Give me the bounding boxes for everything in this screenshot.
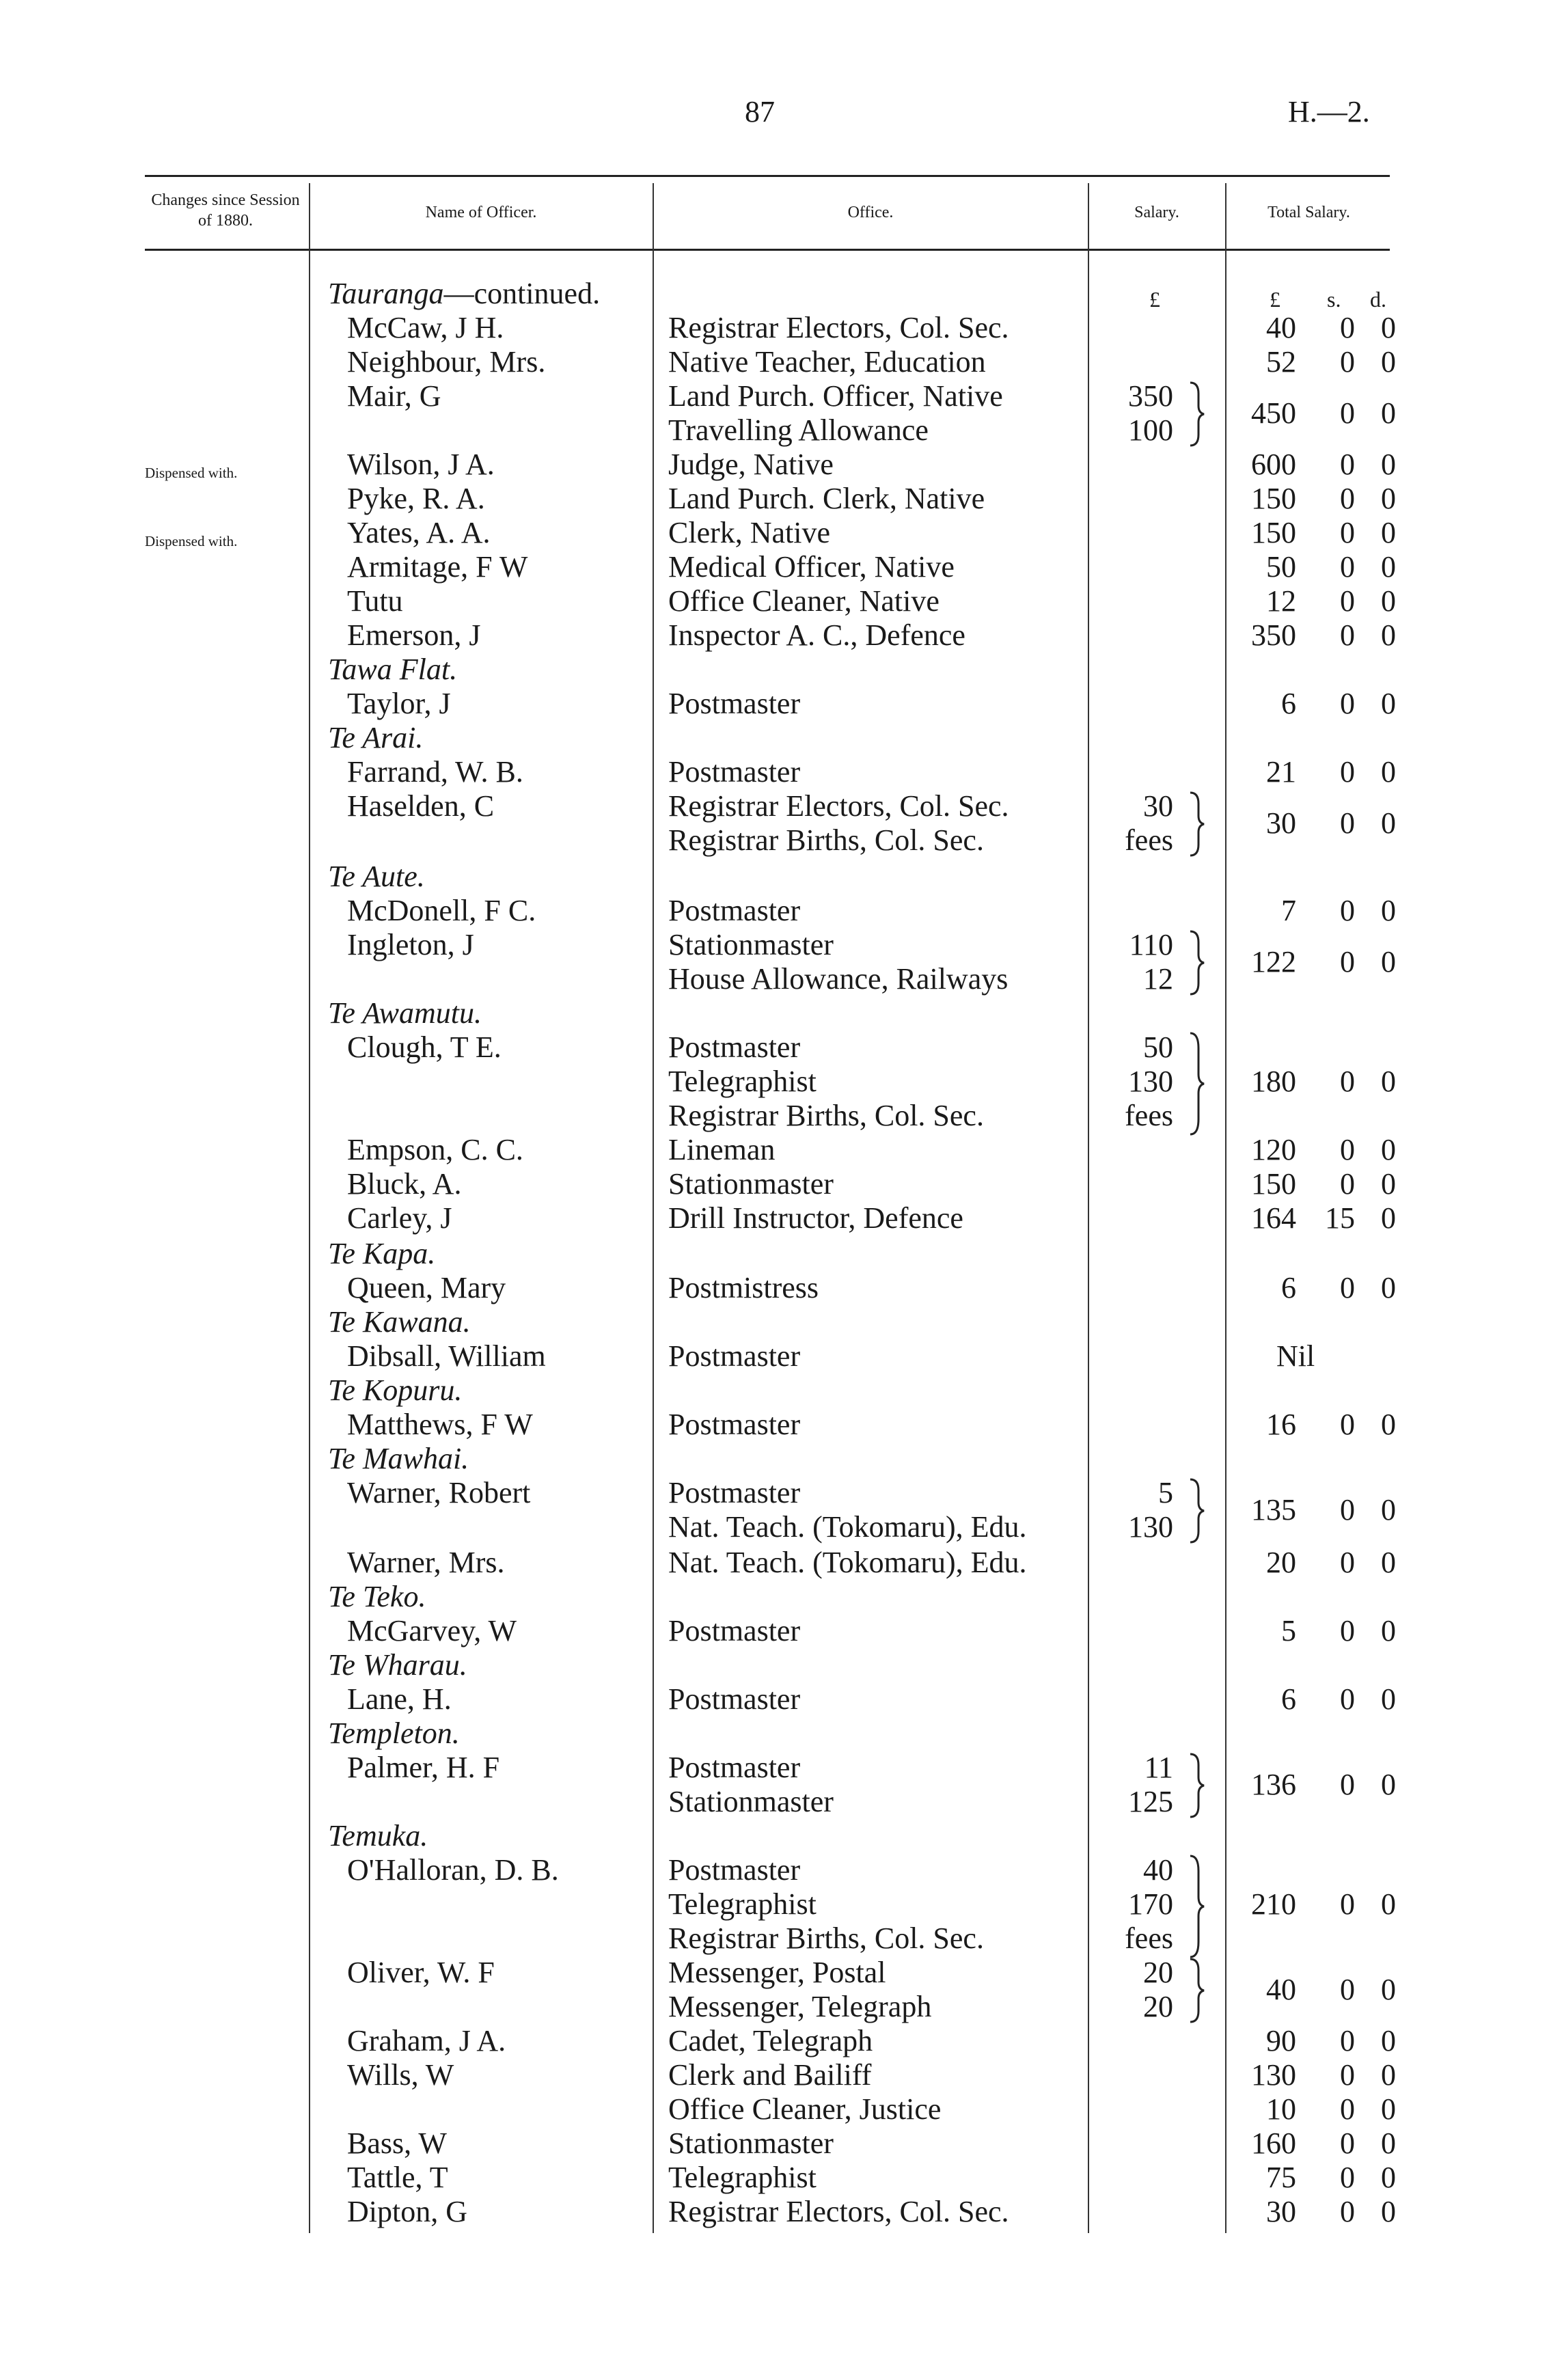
salary-amount: 20 [1143, 1956, 1173, 1989]
table-row [0, 2126, 1549, 2161]
officer-name: Emerson, J [347, 618, 481, 652]
total-pence: 0 [1381, 2092, 1396, 2126]
officer-name: McGarvey, W [347, 1614, 517, 1647]
total-shillings: 0 [1340, 550, 1355, 584]
office-title: Office Cleaner, Justice [668, 2092, 942, 2126]
total-pounds: 122 [1251, 945, 1296, 979]
office-title: Postmaster [668, 1476, 801, 1509]
total-pounds: 7 [1281, 894, 1296, 927]
total-pounds: 135 [1251, 1493, 1296, 1527]
section-heading: Te Kopuru. [328, 1373, 463, 1407]
group-total-row [0, 1973, 1549, 2007]
salary-unit-label: £ [1149, 287, 1160, 312]
total-shillings: 0 [1340, 2161, 1355, 2194]
section-heading: Templeton. [328, 1716, 460, 1750]
office-title: House Allowance, Railways [668, 962, 1009, 996]
salary-amount: 12 [1143, 962, 1173, 996]
office-title: Telegraphist [668, 2161, 817, 2194]
section-heading: Te Kapa. [328, 1237, 436, 1270]
total-pence: 0 [1381, 516, 1396, 549]
total-shillings: 0 [1340, 2195, 1355, 2228]
officer-name: Pyke, R. A. [347, 482, 485, 515]
total-pence: 0 [1381, 2024, 1396, 2057]
total-pence: 0 [1381, 550, 1396, 584]
total-pounds: 120 [1251, 1133, 1296, 1166]
officer-name: Bluck, A. [347, 1167, 462, 1201]
office-title: Postmaster [668, 1339, 801, 1373]
total-pence: 0 [1381, 396, 1396, 430]
section-heading: Te Aute. [328, 860, 425, 893]
total-pence: 0 [1381, 1271, 1396, 1304]
table-row [0, 618, 1549, 653]
total-shillings: 0 [1340, 311, 1355, 344]
total-pounds: 5 [1281, 1614, 1296, 1647]
total-shillings: 0 [1340, 448, 1355, 481]
header-bottom-rule [145, 249, 1390, 251]
salary-amount: 170 [1128, 1887, 1173, 1921]
salary-amount: 20 [1143, 1990, 1173, 2023]
office-title: Registrar Births, Col. Sec. [668, 1099, 984, 1132]
total-pence: 0 [1381, 584, 1396, 618]
office-title: Judge, Native [668, 448, 834, 481]
office-title: Postmaster [668, 687, 801, 720]
section-heading: Tawa Flat. [328, 653, 458, 686]
office-title: Telegraphist [668, 1887, 817, 1921]
office-title: Registrar Births, Col. Sec. [668, 1921, 984, 1955]
total-shillings: 0 [1340, 755, 1355, 789]
total-pounds: 160 [1251, 2126, 1296, 2160]
total-pounds: 136 [1251, 1768, 1296, 1801]
office-title: Postmaster [668, 755, 801, 789]
salary-amount: fees [1125, 1921, 1173, 1955]
total-pounds: 12 [1266, 584, 1296, 618]
table-row [0, 482, 1549, 516]
table-row [0, 1614, 1549, 1648]
total-pence: 0 [1381, 1167, 1396, 1201]
group-total-row [0, 945, 1549, 979]
total-pence: 0 [1381, 2161, 1396, 2194]
total-shillings: 0 [1340, 2092, 1355, 2126]
office-title: Stationmaster [668, 928, 834, 961]
table-row [0, 894, 1549, 928]
office-title: Land Purch. Officer, Native [668, 379, 1003, 413]
total-pounds: 10 [1266, 2092, 1296, 2126]
total-shillings: 0 [1340, 618, 1355, 652]
office-title: Postmistress [668, 1271, 819, 1304]
total-pence: 0 [1381, 1973, 1396, 2006]
total-shillings: 0 [1340, 2058, 1355, 2092]
table-row [0, 1546, 1549, 1580]
table-row [0, 1853, 1549, 1887]
officer-name: Carley, J [347, 1201, 452, 1235]
total-pounds: 150 [1251, 1167, 1296, 1201]
total-pence: 0 [1381, 345, 1396, 379]
office-title: Messenger, Telegraph [668, 1990, 932, 2023]
officer-name: Palmer, H. F [347, 1751, 500, 1784]
total-pence: 0 [1381, 448, 1396, 481]
total-pounds: 150 [1251, 516, 1296, 549]
officer-name: Yates, A. A. [347, 516, 491, 549]
office-title: Stationmaster [668, 2126, 834, 2160]
total-pounds: 350 [1251, 618, 1296, 652]
group-total-row [0, 396, 1549, 430]
total-shillings: 0 [1340, 1973, 1355, 2006]
total-shillings: 0 [1340, 2024, 1355, 2057]
office-title: Cadet, Telegraph [668, 2024, 873, 2057]
office-title: Stationmaster [668, 1785, 834, 1818]
total-shillings: 0 [1340, 1614, 1355, 1647]
total-pounds: 6 [1281, 687, 1296, 720]
total-pence: 0 [1381, 806, 1396, 840]
table-row [0, 345, 1549, 379]
shillings-unit-label: s. [1327, 287, 1341, 312]
table-row [0, 311, 1549, 345]
total-pounds: 21 [1266, 755, 1296, 789]
total-pounds: 52 [1266, 345, 1296, 379]
total-pounds: 150 [1251, 482, 1296, 515]
officer-name: McCaw, J H. [347, 311, 504, 344]
total-pence: 0 [1381, 755, 1396, 789]
salary-amount: 130 [1128, 1510, 1173, 1544]
total-pounds: 40 [1266, 311, 1296, 344]
total-pounds: 75 [1266, 2161, 1296, 2194]
officer-name: O'Halloran, D. B. [347, 1853, 559, 1887]
salary-amount: 5 [1158, 1476, 1173, 1509]
office-title: Postmaster [668, 894, 801, 927]
table-row [0, 2195, 1549, 2229]
salary-amount: 11 [1144, 1751, 1173, 1784]
salary-amount: 40 [1143, 1853, 1173, 1887]
total-pounds: 164 [1251, 1201, 1296, 1235]
salary-amount: 100 [1128, 413, 1173, 447]
total-pence: 0 [1381, 1201, 1396, 1235]
office-title: Clerk and Bailiff [668, 2058, 872, 2092]
total-shillings: 0 [1340, 1133, 1355, 1166]
column-header-changes: Changes since Session of 1880. [151, 191, 300, 230]
total-pence: 0 [1381, 687, 1396, 720]
total-pounds: 600 [1251, 448, 1296, 481]
total-shillings: 0 [1340, 687, 1355, 720]
page-number: 87 [745, 95, 775, 128]
section-heading: Temuka. [328, 1819, 428, 1852]
officer-name: Neighbour, Mrs. [347, 345, 546, 379]
total-pence: 0 [1381, 1493, 1396, 1527]
total-shillings: 0 [1340, 345, 1355, 379]
section-heading [328, 277, 600, 311]
officer-name: Clough, T E. [347, 1030, 502, 1064]
office-title: Telegraphist [668, 1065, 817, 1098]
officer-name: Bass, W [347, 2126, 447, 2160]
officer-name: Warner, Robert [347, 1476, 531, 1509]
officer-name: Graham, J A. [347, 2024, 506, 2057]
office-title: Native Teacher, Education [668, 345, 986, 379]
total-pence: 0 [1381, 2195, 1396, 2228]
office-title: Clerk, Native [668, 516, 831, 549]
officer-name: Wilson, J A. [347, 448, 495, 481]
column-header-office: Office. [847, 204, 894, 221]
group-total-row [0, 1065, 1549, 1099]
office-title: Nat. Teach. (Tokomaru), Edu. [668, 1510, 1027, 1544]
table-row [0, 584, 1549, 618]
salary-amount: fees [1125, 1099, 1173, 1132]
table-row [0, 1339, 1549, 1373]
group-total-row [0, 1887, 1549, 1921]
total-pounds: 180 [1251, 1065, 1296, 1098]
table-row [0, 1167, 1549, 1201]
officer-name: Empson, C. C. [347, 1133, 523, 1166]
table-row [0, 448, 1549, 482]
total-shillings: 0 [1340, 2126, 1355, 2160]
table-top-rule [145, 175, 1390, 177]
office-title: Postmaster [668, 1751, 801, 1784]
total-pence: 0 [1381, 482, 1396, 515]
office-title: Nat. Teach. (Tokomaru), Edu. [668, 1546, 1027, 1579]
office-title: Travelling Allowance [668, 413, 929, 447]
document-code: H.—2. [1288, 95, 1370, 128]
total-shillings: 0 [1340, 1682, 1355, 1716]
total-shillings: 0 [1340, 584, 1355, 618]
total-pounds: 30 [1266, 806, 1296, 840]
section-heading: Te Mawhai. [328, 1442, 469, 1475]
total-pounds: 20 [1266, 1546, 1296, 1579]
salary-amount: 130 [1128, 1065, 1173, 1098]
column-header-salary: Salary. [1134, 204, 1179, 221]
salary-amount: 110 [1129, 928, 1173, 961]
table-row [0, 1030, 1549, 1065]
total-shillings: 0 [1340, 516, 1355, 549]
officer-name: Lane, H. [347, 1682, 452, 1716]
total-shillings: 0 [1340, 1493, 1355, 1527]
table-row [0, 1201, 1549, 1235]
total-pounds: 50 [1266, 550, 1296, 584]
office-title: Postmaster [668, 1614, 801, 1647]
total-shillings: 15 [1325, 1201, 1355, 1235]
table-row [0, 2092, 1549, 2126]
officer-name: Taylor, J [347, 687, 451, 720]
total-shillings: 0 [1340, 482, 1355, 515]
table-row [0, 1099, 1549, 1133]
total-pounds: 450 [1251, 396, 1296, 430]
section-heading: Te Kawana. [328, 1305, 471, 1339]
section-continued: —continued. [443, 277, 601, 310]
column-header-total-salary: Total Salary. [1267, 204, 1350, 221]
office-title: Registrar Electors, Col. Sec. [668, 789, 1009, 823]
officer-name: Tutu [347, 584, 403, 618]
total-shillings: 0 [1340, 1167, 1355, 1201]
table-row [0, 687, 1549, 721]
total-shillings: 0 [1340, 894, 1355, 927]
table-row [0, 1921, 1549, 1956]
office-title: Messenger, Postal [668, 1956, 886, 1989]
margin-note: Dispensed with. [145, 533, 238, 549]
section-heading: Te Arai. [328, 721, 424, 754]
column-header-name: Name of Officer. [425, 204, 537, 221]
group-total-row [0, 1768, 1549, 1802]
table-row [0, 550, 1549, 584]
total-shillings: 0 [1340, 1271, 1355, 1304]
officer-name: Armitage, F W [347, 550, 528, 584]
table-row [0, 516, 1549, 550]
group-total-row [0, 1493, 1549, 1527]
total-nil: Nil [1276, 1339, 1315, 1373]
office-title: Inspector A. C., Defence [668, 618, 965, 652]
total-pence: 0 [1381, 1133, 1396, 1166]
salary-amount: 30 [1143, 789, 1173, 823]
total-pence: 0 [1381, 311, 1396, 344]
table-row [0, 2024, 1549, 2058]
office-title: Drill Instructor, Defence [668, 1201, 963, 1235]
salary-amount: fees [1125, 823, 1173, 857]
office-title: Postmaster [668, 1408, 801, 1441]
total-shillings: 0 [1340, 945, 1355, 979]
officer-name: Oliver, W. F [347, 1956, 495, 1989]
section-heading: Te Teko. [328, 1580, 426, 1613]
pounds-unit-label: £ [1270, 287, 1280, 312]
office-title: Medical Officer, Native [668, 550, 955, 584]
total-shillings: 0 [1340, 1408, 1355, 1441]
table-row [0, 1682, 1549, 1716]
total-shillings: 0 [1340, 1887, 1355, 1921]
officer-name: Queen, Mary [347, 1271, 506, 1304]
office-title: Office Cleaner, Native [668, 584, 940, 618]
salary-amount: 350 [1128, 379, 1173, 413]
office-title: Registrar Births, Col. Sec. [668, 823, 984, 857]
section-heading: Te Wharau. [328, 1648, 467, 1682]
total-shillings: 0 [1340, 1065, 1355, 1098]
total-shillings: 0 [1340, 806, 1355, 840]
office-title: Postmaster [668, 1030, 801, 1064]
pence-unit-label: d. [1370, 287, 1386, 312]
total-pounds: 16 [1266, 1408, 1296, 1441]
total-pence: 0 [1381, 618, 1396, 652]
total-pounds: 6 [1281, 1682, 1296, 1716]
salary-amount: 125 [1128, 1785, 1173, 1818]
officer-name: McDonell, F C. [347, 894, 536, 927]
total-pence: 0 [1381, 1546, 1396, 1579]
group-total-row [0, 806, 1549, 840]
total-pence: 0 [1381, 1768, 1396, 1801]
officer-name: Tattle, T [347, 2161, 448, 2194]
margin-note: Dispensed with. [145, 465, 238, 481]
total-pounds: 90 [1266, 2024, 1296, 2057]
total-shillings: 0 [1340, 1768, 1355, 1801]
table-row [0, 1271, 1549, 1305]
total-pounds: 130 [1251, 2058, 1296, 2092]
office-title: Postmaster [668, 1853, 801, 1887]
officer-name: Ingleton, J [347, 928, 474, 961]
table-row [0, 1408, 1549, 1442]
table-row [0, 2058, 1549, 2092]
section-place: Tauranga [328, 277, 444, 310]
table-row [0, 755, 1549, 789]
office-title: Postmaster [668, 1682, 801, 1716]
officer-name: Dibsall, William [347, 1339, 546, 1373]
total-pence: 0 [1381, 894, 1396, 927]
total-pence: 0 [1381, 2126, 1396, 2160]
salary-amount: 50 [1143, 1030, 1173, 1064]
total-shillings: 0 [1340, 1546, 1355, 1579]
total-pence: 0 [1381, 1682, 1396, 1716]
table-row [0, 1133, 1549, 1167]
office-title: Registrar Electors, Col. Sec. [668, 2195, 1009, 2228]
total-pence: 0 [1381, 2058, 1396, 2092]
total-pence: 0 [1381, 1887, 1396, 1921]
section-heading: Te Awamutu. [328, 996, 482, 1030]
total-pence: 0 [1381, 945, 1396, 979]
total-pence: 0 [1381, 1408, 1396, 1441]
total-pounds: 210 [1251, 1887, 1296, 1921]
office-title: Lineman [668, 1133, 776, 1166]
officer-name: Farrand, W. B. [347, 755, 523, 789]
officer-name: Dipton, G [347, 2195, 467, 2228]
officer-name: Haselden, C [347, 789, 495, 823]
total-pence: 0 [1381, 1065, 1396, 1098]
table-row [0, 2161, 1549, 2195]
office-title: Stationmaster [668, 1167, 834, 1201]
officer-name: Matthews, F W [347, 1408, 533, 1441]
officer-name: Wills, W [347, 2058, 454, 2092]
total-shillings: 0 [1340, 396, 1355, 430]
officer-name: Mair, G [347, 379, 441, 413]
officer-name: Warner, Mrs. [347, 1546, 505, 1579]
office-title: Registrar Electors, Col. Sec. [668, 311, 1009, 344]
total-pounds: 30 [1266, 2195, 1296, 2228]
office-title: Land Purch. Clerk, Native [668, 482, 985, 515]
total-pounds: 6 [1281, 1271, 1296, 1304]
total-pounds: 40 [1266, 1973, 1296, 2006]
total-pence: 0 [1381, 1614, 1396, 1647]
